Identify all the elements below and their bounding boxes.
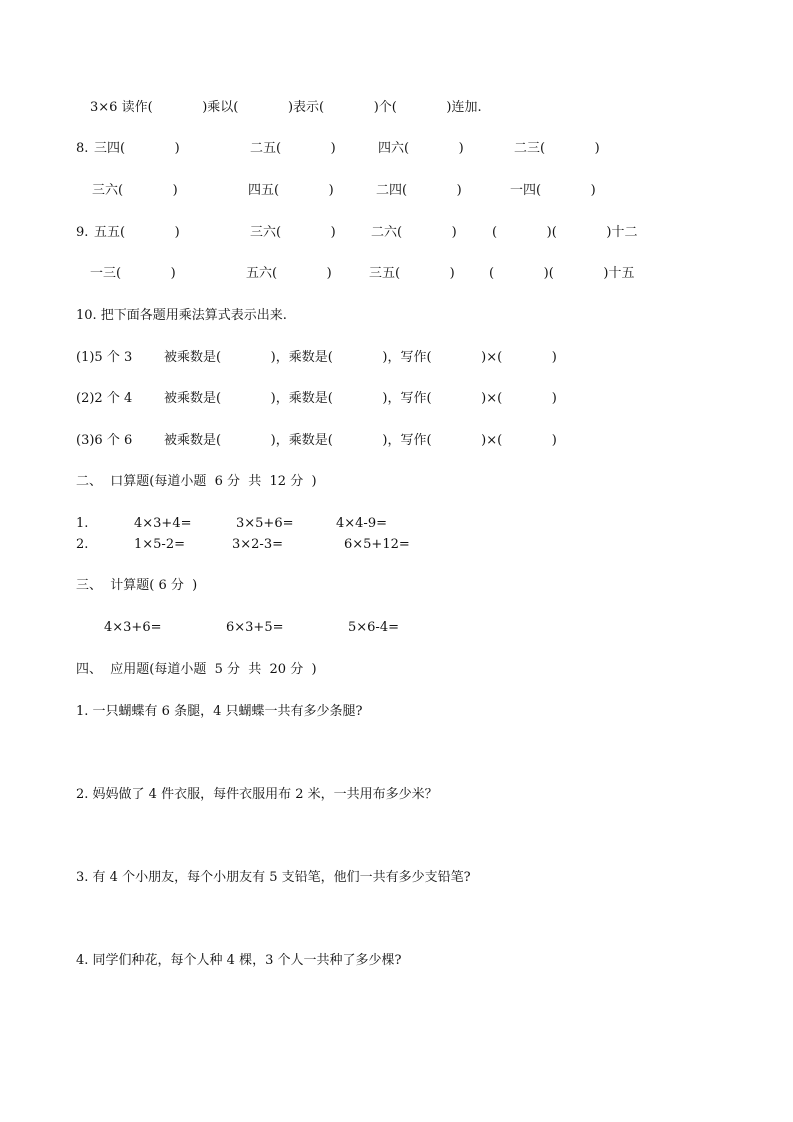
q10-item-text: 被乘数是( )，乘数是( )，写作( )×( ) — [164, 350, 557, 365]
word-problem: 1. 一只蝴蝶有 6 条腿，4 只蝴蝶一共有多少条腿? — [76, 704, 363, 719]
q9-item: ( )( )十二 — [492, 225, 638, 240]
q9-item: 三五( ) — [369, 266, 455, 281]
q7-line: 3×6 读作( )乘以( )表示( )个( )连加. — [90, 100, 482, 115]
section2-problem: 6×5+12= — [344, 537, 410, 552]
section2-heading: 二、 口算题(每道小题 6 分 共 12 分 ) — [76, 474, 317, 489]
q8-item: 三四( ) — [94, 141, 180, 156]
q8-item: 四六( ) — [378, 141, 464, 156]
q10-title: 10. 把下面各题用乘法算式表示出来. — [76, 308, 287, 323]
q10-item-label: (3)6 个 6 — [76, 433, 133, 448]
q10-item-text: 被乘数是( )，乘数是( )，写作( )×( ) — [164, 433, 557, 448]
section3-problem: 5×6-4= — [348, 620, 399, 635]
q8-number: 8. — [76, 141, 89, 156]
section3-problem: 4×3+6= — [104, 620, 162, 635]
section2-problem: 1×5-2= — [134, 537, 185, 552]
word-problem: 4. 同学们种花，每个人种 4 棵，3 个人一共种了多少棵? — [76, 953, 402, 968]
section2-problem: 3×2-3= — [232, 537, 283, 552]
section2-problem: 4×4-9= — [336, 516, 387, 531]
section3-heading: 三、 计算题( 6 分 ) — [76, 578, 198, 593]
q9-item: ( )( )十五 — [489, 266, 635, 281]
section3-problem: 6×3+5= — [226, 620, 284, 635]
q10-item-label: (1)5 个 3 — [76, 350, 133, 365]
q9-item: 二六( ) — [371, 225, 457, 240]
section4-heading: 四、 应用题(每道小题 5 分 共 20 分 ) — [76, 662, 317, 677]
q9-item: 五五( ) — [94, 225, 180, 240]
q10-item-label: (2)2 个 4 — [76, 391, 133, 406]
word-problem: 2. 妈妈做了 4 件衣服，每件衣服用布 2 米，一共用布多少米？ — [76, 787, 438, 802]
q8-item: 一四( ) — [510, 183, 596, 198]
q8-item: 二三( ) — [514, 141, 600, 156]
q9-item: 五六( ) — [246, 266, 332, 281]
q9-item: 一三( ) — [90, 266, 176, 281]
section2-row-number: 2. — [76, 537, 89, 552]
q8-item: 二四( ) — [376, 183, 462, 198]
section2-problem: 4×3+4= — [134, 516, 192, 531]
word-problem: 3. 有 4 个小朋友，每个小朋友有 5 支铅笔，他们一共有多少支铅笔? — [76, 870, 471, 885]
q8-item: 二五( ) — [250, 141, 336, 156]
q10-item-text: 被乘数是( )，乘数是( )，写作( )×( ) — [164, 391, 557, 406]
q9-item: 三六( ) — [250, 225, 336, 240]
section2-problem: 3×5+6= — [236, 516, 294, 531]
q8-item: 三六( ) — [92, 183, 178, 198]
section2-row-number: 1. — [76, 516, 89, 531]
q8-item: 四五( ) — [248, 183, 334, 198]
q9-number: 9. — [76, 225, 89, 240]
